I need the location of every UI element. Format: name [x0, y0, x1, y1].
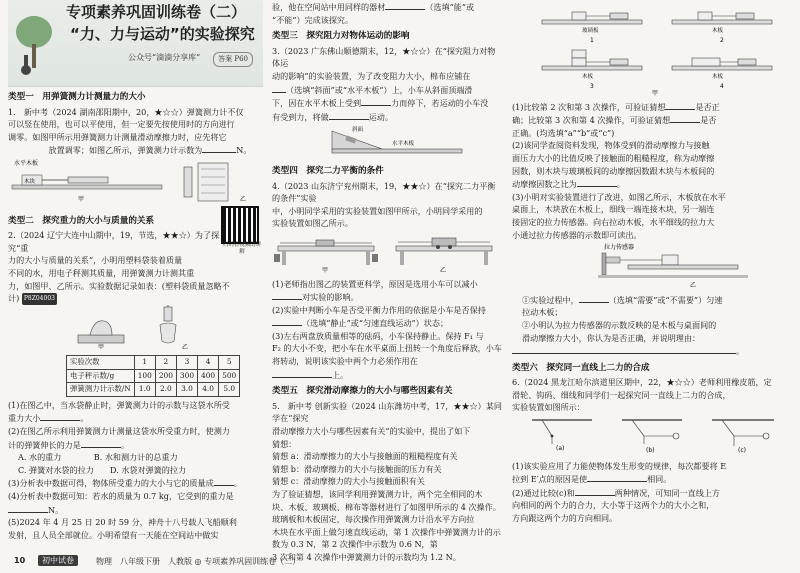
subquestion-text: N。 — [48, 504, 64, 515]
subquestion-text: (2)通过比较(c)和 — [512, 487, 575, 498]
subquestion-line: 面压力大小的比值反映了接触面的粗糙程度，称为动摩擦 — [512, 152, 715, 163]
answer-blank[interactable] — [579, 293, 609, 303]
figure-5-number-1: 1 — [590, 37, 594, 44]
figure-4-caption-b: 乙 — [440, 266, 447, 274]
subquestion-line — [272, 368, 502, 382]
question-3-text: 下，因在水平木板上受到 — [272, 98, 362, 109]
table-cell: 400 — [198, 369, 219, 383]
table-cell: 5.0 — [219, 383, 240, 397]
section-heading-3: 类型三 探究阻力对物体运动的影响 — [272, 31, 410, 42]
table-cell: 100 — [134, 369, 155, 383]
subquestion-line: F₂ 的大小不变，把小车在水平桌面上扭转一个角度后释放，小车将转动，说明该实验中两个力必须作用在 — [272, 343, 502, 367]
answer-blank[interactable] — [272, 290, 302, 300]
table-cell: 1 — [134, 356, 155, 370]
subquestion-line: (1)老师指出图乙的装置更科学，原因是选用小车可以减小 — [272, 278, 478, 289]
table-cell: 实验次数 — [67, 356, 135, 370]
question-1-line: 1. 新中考（2024 湖南邵阳期中，20，★☆☆）弹簧测力计不仅 — [8, 106, 244, 117]
section-heading-4: 类型四 探究二力平衡的条件 — [272, 165, 384, 176]
subquestion-line: 小通过拉力传感器的示数即可读出。 — [512, 229, 642, 240]
subquestion-line — [512, 113, 794, 127]
subquestion-line: (3)左右两盘放质量相等的砝码，小车保持静止。保持 F₁ 与 — [272, 330, 484, 341]
subquestion-line: 发射，且人员全部就位。小明希望有一天能在空间站中做实 — [8, 529, 219, 540]
figure-7-caption-c: (c) — [738, 447, 746, 455]
answer-reference: 答案 P60 — [213, 52, 253, 67]
question-1-line: 可以竖在使用，也可以平使用，但一定要先按使用时的方向进行 — [8, 119, 235, 130]
question-5-line: 猜想 c：滑动摩擦力的大小与接触面积有关 — [272, 476, 425, 487]
data-table — [66, 355, 240, 397]
question-2-line: 力的大小与质量的关系”，小明用塑料袋装着质量 — [8, 255, 183, 266]
question-3-line: 动的影响”的实验装置，为了改变阻力大小，棉布应铺在 — [272, 70, 471, 81]
figure-5-label-board: 木板 — [712, 28, 724, 34]
table-row — [67, 383, 240, 397]
subquestion-line: 。 — [512, 344, 794, 358]
subquestion-line: (2)在图乙所示利用弹簧测力计测量这袋水所受重力时，使测力 — [8, 425, 230, 436]
question-2-line — [8, 292, 263, 305]
figure-5-label-board: 木板 — [712, 74, 724, 80]
answer-blank[interactable] — [202, 143, 236, 153]
question-6-line: 实验装置如图所示： — [512, 402, 585, 413]
answer-blank[interactable] — [40, 411, 80, 421]
qr-caption: 扫码看视频的讲解 — [222, 242, 262, 255]
tree-illustration — [12, 10, 56, 80]
question-5-line: 木块在水平面上做匀速直线运动，第 1 次操作中弹簧测力计的示数为 0.3 N，第 2 次操作中示数为 0.6 N，第 — [272, 526, 501, 550]
question-5-line: 滑动摩擦力大小与哪些因素有关”的实验中，提出了如下 — [272, 426, 471, 437]
product-code: P8Z04003 — [22, 293, 57, 306]
qr-code[interactable] — [221, 206, 259, 244]
table-cell: 3 — [176, 356, 197, 370]
figure-5-number-3: 3 — [590, 83, 594, 90]
question-5-line: 块、木板、玻璃板、棉布等器材进行了如图甲所示的 4 次操作。 — [272, 501, 501, 512]
figure-7-caption-a: (a) — [556, 445, 565, 453]
table-row — [67, 369, 240, 383]
banner-subtitle: “力、力与运动”的实验探究 — [70, 25, 255, 43]
figure-1-label-board: 水平木板 — [14, 159, 39, 167]
answer-blank[interactable] — [361, 96, 391, 106]
subquestion-text: 确；比较第 3 次和第 4 次操作，可验证猜想 — [512, 115, 671, 126]
table-cell: 电子秤示数/g — [67, 369, 135, 383]
answer-blank[interactable] — [81, 438, 121, 448]
table-cell: 200 — [155, 369, 176, 383]
question-3-line — [272, 96, 502, 110]
question-3-line: 3.（2023 广东佛山顺德期末，12，★☆☆）在“探究阻力对物体运 — [272, 45, 496, 69]
answer-blank[interactable] — [214, 476, 234, 486]
figure-5-caption: 甲 — [652, 90, 659, 96]
table-cell: 300 — [176, 369, 197, 383]
column-left — [8, 0, 263, 549]
continued-text: 验，他在空间站中用同样的器材 — [272, 2, 386, 12]
subquestion-line: ②小明认为拉力传感器的示数反映的是木板与桌面间的 — [522, 319, 717, 330]
subquestion-text: 上。 — [332, 369, 349, 380]
answer-blank[interactable] — [272, 316, 302, 326]
column-right — [512, 0, 794, 549]
figure-1-caption-b: 乙 — [240, 195, 247, 203]
option-line: C. 弹簧对水袋的拉力 D. 水袋对弹簧的拉力 — [18, 464, 187, 475]
brand-badge: 初中试卷 — [38, 555, 78, 566]
section-heading-1: 类型一 用弹簧测力计测量力的大小 — [8, 92, 146, 102]
figure-5-number-4: 4 — [720, 83, 724, 90]
subquestion-line: 因数，则木块与玻璃板间的动摩擦因数跟木块与木板间的 — [512, 165, 715, 176]
figure-5-label-board: 木板 — [582, 74, 594, 80]
question-5-line: 3 次和第 4 次操作中弹簧测力计的示数均为 1.2 N。 — [272, 551, 461, 562]
question-6-line: 滑轮、钩码、细线和同学们一起探究同一直线上二力的合成， — [512, 389, 731, 400]
figure-6-caption: 乙 — [690, 282, 697, 290]
subquestion-text: (3)分析表中数据可得，物体所受重力的大小与它的质量成 — [8, 478, 214, 489]
table-cell: 2 — [155, 356, 176, 370]
figure-2-caption-b: 乙 — [182, 344, 189, 350]
question-3-text: 运动。 — [368, 111, 393, 122]
figure-7 — [512, 414, 794, 456]
subquestion-text: （选填“需要”或“不需要”）匀速 — [608, 294, 723, 305]
answer-blank[interactable] — [512, 344, 736, 354]
question-1-line — [8, 143, 263, 157]
figure-3-label-board: 水平木板 — [392, 141, 415, 148]
question-1-line: 调零。如图甲所示用弹簧测力计测量滑动摩擦力时，应先将它 — [8, 131, 227, 142]
table-cell: 2.0 — [155, 383, 176, 397]
question-5-line: 猜想 b：滑动摩擦力的大小与接触面的压力有关 — [272, 463, 442, 474]
subquestion-line: 接固定的拉力传感器。向右拉动木板，水平细线的拉力大 — [512, 216, 715, 227]
subquestion-line — [512, 472, 794, 486]
subquestion-text: 重力大小 — [8, 413, 41, 424]
table-cell: 4.0 — [198, 383, 219, 397]
subquestion-line: (1)在图乙中，当水袋静止时，弹簧测力计的示数与这袋水所受 — [8, 399, 230, 410]
continued-line — [272, 0, 502, 14]
unit-text: N。 — [236, 145, 252, 156]
answer-blank[interactable] — [665, 100, 695, 110]
question-2-text: 计) — [8, 293, 20, 304]
subquestion-line — [272, 316, 502, 330]
subquestion-line: 正确。(均选填“a”“b”或“c”) — [512, 127, 615, 138]
subquestion-line: (3)分析表中数据可得，物体所受重力的大小与它的质量成 。 — [8, 478, 242, 489]
subquestion-text: 计的弹簧伸长的力是 — [8, 439, 81, 450]
subquestion-line — [272, 290, 502, 304]
footer-text: 物理 八年级下册 人教版 ◎ 专项素养巩固训练卷（二） — [96, 557, 301, 566]
figure-3-label-slope: 斜面 — [352, 127, 364, 134]
question-6-line: 6.（2024 黑龙江哈尔滨道里区期中，22，★☆☆）老师利用橡皮筋，定 — [512, 377, 772, 388]
title-banner — [8, 0, 263, 87]
answer-blank[interactable] — [8, 503, 48, 513]
figure-7-caption-b: (b) — [646, 447, 655, 455]
subquestion-line: 方向跟这两个力的方向相同。 — [512, 513, 618, 524]
subquestion-line: 拉动木板； — [522, 307, 563, 318]
subquestion-line — [512, 100, 794, 114]
subquestion-line — [512, 293, 794, 307]
subquestion-line: (5)2024 年 4 月 25 日 20 时 59 分，神舟十八号载人飞船顺利 — [8, 517, 237, 528]
subquestion-text: 相同。 — [647, 474, 672, 485]
subquestion-text: （选填“静止”或“匀速直线运动”）状态； — [302, 318, 449, 329]
page-number: 10 — [14, 556, 26, 565]
table-cell: 3.0 — [176, 383, 197, 397]
table-cell: 500 — [219, 369, 240, 383]
answer-blank[interactable] — [329, 110, 369, 120]
question-3-text: 有受到力，将做 — [272, 111, 329, 122]
answer-blank[interactable] — [272, 368, 332, 378]
figure-5-number-2: 2 — [720, 37, 724, 44]
subquestion-line — [512, 486, 794, 500]
table-cell: 4 — [198, 356, 219, 370]
subquestion-line: (3)小明对实验装置进行了改进，如图乙所示，木板放在水平 — [512, 191, 726, 202]
subquestion-text: (1)比较第 2 次和第 3 次操作，可验证猜想 — [512, 101, 666, 112]
subquestion-text: 动摩擦因数之比为 — [512, 179, 577, 190]
figure-2 — [8, 305, 258, 349]
figure-5 — [512, 0, 794, 96]
question-2-line: 不同的水，用电子秤测其质量，用弹簧测力计测其重 — [8, 267, 195, 278]
subquestion-line: 重力大小 。 — [8, 413, 89, 424]
page-footer — [0, 551, 800, 573]
question-2-line: 2.（2024 辽宁大连中山期中，19，节选，★★☆）为了探究“重 — [8, 230, 220, 253]
continued-text: （选填“能”或 — [425, 2, 475, 12]
question-5-line: 玻璃板和木板固定，每次操作用弹簧测力计沿水平方向拉 — [272, 514, 475, 525]
banner-title: 专项素养巩固训练卷（二） — [66, 3, 247, 21]
figure-1-caption-a: 甲 — [78, 195, 85, 203]
question-3-line — [272, 83, 502, 97]
question-3-text: 力而停下，若运动的小车没 — [391, 98, 489, 109]
section-heading-2: 类型二 探究重力的大小与质量的关系 — [8, 215, 155, 226]
subquestion-line: (1)该实验应用了力能使物体发生形变的规律，每次都要将 E — [512, 460, 727, 471]
figure-4-caption-a: 甲 — [322, 266, 329, 274]
subquestion-line: 动摩擦因数之比为 。 — [512, 179, 625, 190]
subquestion-text: 两种情况，可知同一直线上方 — [614, 487, 721, 498]
table-row — [67, 356, 240, 370]
subquestion-line — [8, 503, 263, 517]
question-5-line: 5. 新中考 创新实验（2024 山东潍坊中考，17，★★☆）某同学在“探究 — [272, 400, 502, 424]
question-1-text: 放置调零；如图乙所示，弹簧测力计示数为 — [8, 145, 203, 156]
figure-1-label-block: 木块 — [24, 178, 36, 185]
subquestion-text: 对实验的影响。 — [302, 292, 359, 303]
answer-blank[interactable] — [577, 177, 617, 187]
answer-blank[interactable] — [670, 113, 700, 123]
question-5-line: 为了验证猜想，该同学利用弹簧测力计，两个完全相同的木 — [272, 489, 483, 499]
figure-3 — [272, 123, 502, 157]
subquestion-text: 是否 — [700, 115, 717, 126]
question-2-line: 力，如图甲、乙所示。实验数据记录如表：(塑料袋质量忽略不 — [8, 280, 230, 291]
question-4-line: 中，小明同学采用的实验装置如图甲所示，小明同学采用的 — [272, 205, 483, 216]
figure-6 — [512, 241, 794, 289]
subquestion-line: (4)分析表中数据可知：若水的质量为 0.7 kg，它受到的重力是 — [8, 490, 234, 501]
table-cell: 5 — [219, 356, 240, 370]
subquestion-line: 桌面上，木块放在木板上，细线一端连接木块，另一端连 — [512, 204, 715, 215]
question-3-line — [272, 110, 502, 124]
question-5-line: 猜想 a：滑动摩擦力的大小与接触面的粗糙程度有关 — [272, 451, 458, 462]
section-heading-5: 类型五 探究滑动摩擦力的大小与哪些因素有关 — [272, 386, 453, 397]
subquestion-text: ①实验过程中， — [522, 294, 579, 305]
section-heading-6: 类型六 探究同一直线上二力的合成 — [512, 362, 650, 373]
question-5-line: 猜想： — [272, 438, 297, 449]
answer-blank[interactable] — [587, 472, 647, 482]
subquestion-text: 是否正 — [695, 101, 720, 112]
continued-line: “不能”）完成该探究。 — [272, 14, 354, 25]
table-cell: 1.0 — [134, 383, 155, 397]
figure-2-caption-a: 甲 — [98, 344, 105, 350]
subquestion-line: 向相同的两个力的合力，大小等于这两个力的大小之和， — [512, 500, 715, 511]
figure-6-label-sensor: 拉力传感器 — [604, 244, 635, 252]
subquestion-line: 计的弹簧伸长的力是 。 — [8, 439, 129, 450]
option-line: A. 水的重力 B. 水和测力计的总重力 — [18, 452, 178, 463]
figure-4 — [272, 230, 502, 274]
question-4-line: 4.（2023 山东济宁兖州期末，19，★★☆）在“探究二力平衡的条件”实验 — [272, 180, 496, 204]
question-4-line: 实验装置如图乙所示。 — [272, 218, 353, 229]
answer-blank[interactable] — [575, 486, 615, 496]
subquestion-line: (2)实验中判断小车是否受平衡力作用的依据是小车是否保持 — [272, 304, 486, 315]
subquestion-text: 拉到 E′点的原因是使 — [512, 474, 588, 485]
answer-blank[interactable] — [272, 83, 286, 93]
figure-5-label-glass: 玻璃板 — [582, 28, 599, 34]
subquestion-line: 滑动摩擦力大小，你认为是否正确，并说明理由： — [522, 332, 701, 343]
subquestion-line: (2)该同学查阅资料发现，物体受到的滑动摩擦力与接触 — [512, 140, 710, 151]
table-cell: 弹簧测力计示数/N — [67, 383, 135, 397]
figure-1 — [8, 157, 258, 207]
column-middle — [272, 0, 502, 562]
account-label: 公众号“滴滴分享库” — [128, 53, 201, 62]
question-3-text: （选填“斜面”或“水平木板”）上，小车从斜面顶端滑 — [286, 84, 473, 95]
answer-blank[interactable] — [385, 0, 425, 10]
